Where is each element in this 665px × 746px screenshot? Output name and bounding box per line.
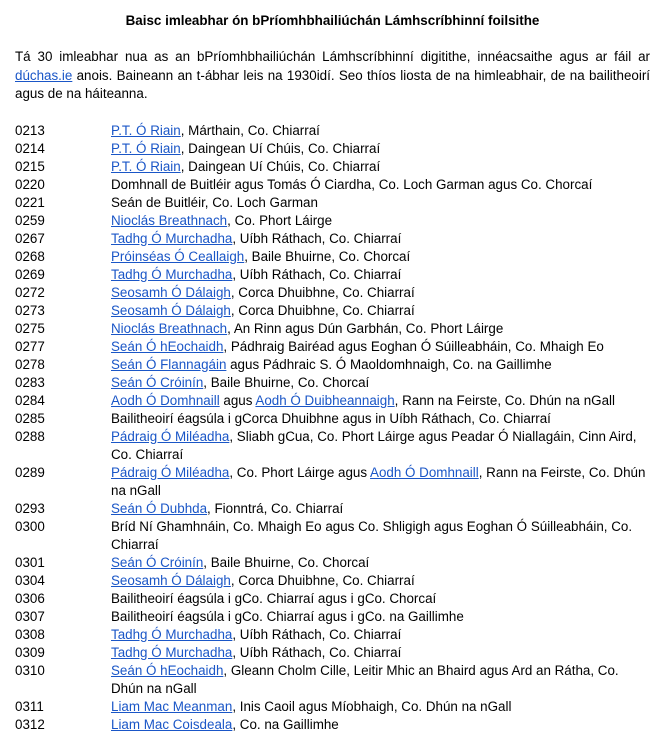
collector-link[interactable]: Seán Ó hEochaidh <box>111 338 224 354</box>
volume-row <box>15 212 650 230</box>
volume-text: , Uíbh Ráthach, Co. Chiarraí <box>232 230 402 246</box>
collector-link[interactable]: P.T. Ó Riain <box>111 140 181 156</box>
volume-text: , Co. na Gaillimhe <box>232 716 339 732</box>
volume-description <box>111 518 650 554</box>
volume-description <box>111 662 650 698</box>
collector-link[interactable]: Próinséas Ó Ceallaigh <box>111 248 245 264</box>
volume-number: 0213 <box>15 122 45 138</box>
volume-row <box>15 284 650 302</box>
volume-number: 0288 <box>15 428 45 444</box>
volume-row <box>15 464 650 500</box>
volume-text: Domhnall de Buitléir agus Tomás Ó Ciardha, Co. Loch Garman agus Co. Chorcaí <box>111 176 593 192</box>
volume-row <box>15 248 650 266</box>
volume-row <box>15 608 650 626</box>
volume-row <box>15 140 650 158</box>
volume-text: , An Rinn agus Dún Garbhán, Co. Phort Láirge <box>227 320 504 336</box>
volume-text: , Daingean Uí Chúis, Co. Chiarraí <box>180 140 381 156</box>
volume-text: , Baile Bhuirne, Co. Chorcaí <box>203 374 370 390</box>
volume-text: , Corca Dhuibhne, Co. Chiarraí <box>230 572 415 588</box>
volume-row <box>15 410 650 428</box>
volume-description <box>111 572 650 590</box>
volume-description <box>111 716 650 734</box>
volume-row <box>15 320 650 338</box>
volume-number: 0278 <box>15 356 45 372</box>
volume-number: 0304 <box>15 572 45 588</box>
volume-text: Bríd Ní Ghamhnáin, Co. Mhaigh Eo agus Co. Shligigh agus Eoghan Ó Súilleabháin, Co. Chiarraí <box>111 518 633 552</box>
volume-number: 0277 <box>15 338 45 354</box>
volume-description <box>111 338 650 356</box>
collector-link[interactable]: Seán Ó Dubhda <box>111 500 208 516</box>
volume-description <box>111 410 650 428</box>
volume-number: 0267 <box>15 230 45 246</box>
volume-row <box>15 338 650 356</box>
volume-description <box>111 212 650 230</box>
collector-link[interactable]: Nioclás Breathnach <box>111 212 228 228</box>
volume-description <box>111 230 650 248</box>
volume-number: 0283 <box>15 374 45 390</box>
collector-link[interactable]: P.T. Ó Riain <box>111 158 181 174</box>
collector-link[interactable]: Aodh Ó Domhnaill <box>111 392 220 408</box>
volume-description <box>111 194 650 212</box>
volume-row <box>15 428 650 464</box>
volume-text: , Baile Bhuirne, Co. Chorcaí <box>244 248 411 264</box>
volume-row <box>15 230 650 248</box>
volume-number: 0269 <box>15 266 45 282</box>
collector-link[interactable]: Liam Mac Coisdeala <box>111 716 233 732</box>
volume-text: , Co. Phort Láirge <box>227 212 333 228</box>
volume-text: agus Pádhraic S. Ó Maoldomhnaigh, Co. na Gaillimhe <box>226 356 552 372</box>
volume-number: 0272 <box>15 284 45 300</box>
volume-description <box>111 374 650 392</box>
volume-text: , Márthain, Co. Chiarraí <box>180 122 320 138</box>
volume-row <box>15 392 650 410</box>
volume-description <box>111 500 650 518</box>
volume-description <box>111 626 650 644</box>
volume-description <box>111 248 650 266</box>
volume-row <box>15 644 650 662</box>
collector-link[interactable]: Nioclás Breathnach <box>111 320 228 336</box>
volume-text: , Gleann Cholm Cille, Leitir Mhic an Bhaird agus Ard an Rátha, Co. Dhún na nGall <box>111 662 619 696</box>
volume-text: Bailitheoirí éagsúla i gCorca Dhuibhne agus in Uíbh Ráthach, Co. Chiarraí <box>111 410 551 426</box>
collector-link[interactable]: Seosamh Ó Dálaigh <box>111 284 231 300</box>
collector-link[interactable]: P.T. Ó Riain <box>111 122 181 138</box>
volume-description <box>111 608 650 626</box>
volume-text: , Rann na Feirste, Co. Dhún na nGall <box>111 464 646 498</box>
volume-description <box>111 176 650 194</box>
volume-number: 0215 <box>15 158 45 174</box>
collector-link[interactable]: Seán Ó hEochaidh <box>111 662 224 678</box>
volume-description <box>111 284 650 302</box>
intro-text-before: Tá 30 imleabhar nua as an bPríomhbhailiúchán Lámhscríbhinní digitithe, innéacsaithe agus ar fáil ar <box>15 49 650 64</box>
intro-text-after: anois. Baineann an t-ábhar leis na 1930idí. Seo thíos liosta de na himleabhair, de na bailitheoirí agus de na háiteanna. <box>15 67 650 101</box>
collector-link[interactable]: Tadhg Ó Murchadha <box>111 230 233 246</box>
volume-number: 0273 <box>15 302 45 318</box>
volume-number: 0310 <box>15 662 45 678</box>
volume-row <box>15 716 650 734</box>
volume-text: , Baile Bhuirne, Co. Chorcaí <box>203 554 370 570</box>
volume-row <box>15 554 650 572</box>
collector-link[interactable]: Seosamh Ó Dálaigh <box>111 302 231 318</box>
volume-number: 0309 <box>15 644 45 660</box>
collector-link[interactable]: Pádraig Ó Miléadha <box>111 428 230 444</box>
volume-text: , Co. Phort Láirge agus <box>229 464 371 480</box>
volume-row <box>15 266 650 284</box>
volume-row <box>15 698 650 716</box>
volume-text: , Daingean Uí Chúis, Co. Chiarraí <box>180 158 381 174</box>
volume-text: , Rann na Feirste, Co. Dhún na nGall <box>394 392 615 408</box>
volume-text: , Fionntrá, Co. Chiarraí <box>207 500 344 516</box>
volume-number: 0312 <box>15 716 45 732</box>
volume-text: , Uíbh Ráthach, Co. Chiarraí <box>232 266 402 282</box>
volume-text: , Corca Dhuibhne, Co. Chiarraí <box>230 302 415 318</box>
volume-text: , Uíbh Ráthach, Co. Chiarraí <box>232 626 402 642</box>
volume-row <box>15 374 650 392</box>
collector-link[interactable]: Pádraig Ó Miléadha <box>111 464 230 480</box>
volume-row <box>15 302 650 320</box>
volume-description <box>111 554 650 572</box>
volume-description <box>111 392 650 410</box>
volume-row <box>15 158 650 176</box>
collector-link[interactable]: Seán Ó Cróinín <box>111 374 204 390</box>
volume-number: 0300 <box>15 518 45 534</box>
volume-row <box>15 176 650 194</box>
volume-text: , Corca Dhuibhne, Co. Chiarraí <box>230 284 415 300</box>
volume-number: 0301 <box>15 554 45 570</box>
volume-number: 0220 <box>15 176 45 192</box>
volume-number: 0275 <box>15 320 45 336</box>
volume-row <box>15 500 650 518</box>
volume-text: Bailitheoirí éagsúla i gCo. Chiarraí agus i gCo. Chorcaí <box>111 590 437 606</box>
volume-description <box>111 302 650 320</box>
volume-number: 0268 <box>15 248 45 264</box>
volume-description <box>111 644 650 662</box>
volume-number: 0311 <box>15 698 44 714</box>
volume-text: , Sliabh gCua, Co. Phort Láirge agus Peadar Ó Niallagáin, Cinn Aird, Co. Chiarraí <box>111 428 637 462</box>
volume-description <box>111 158 650 176</box>
volume-number: 0293 <box>15 500 45 516</box>
duchas-link[interactable]: dúchas.ie <box>15 67 73 83</box>
volume-row <box>15 590 650 608</box>
volume-text: agus <box>219 392 256 408</box>
volume-number: 0285 <box>15 410 45 426</box>
collector-link[interactable]: Seán Ó Cróinín <box>111 554 204 570</box>
collector-link[interactable]: Tadhg Ó Murchadha <box>111 266 233 282</box>
volume-list <box>15 122 650 734</box>
volume-row <box>15 356 650 374</box>
volume-number: 0259 <box>15 212 45 228</box>
collector-link[interactable]: Aodh Ó Domhnaill <box>370 464 479 480</box>
volume-row <box>15 122 650 140</box>
collector-link[interactable]: Liam Mac Meanman <box>111 698 233 714</box>
volume-number: 0307 <box>15 608 45 624</box>
collector-link[interactable]: Tadhg Ó Murchadha <box>111 644 233 660</box>
volume-row <box>15 194 650 212</box>
volume-row <box>15 662 650 698</box>
volume-number: 0284 <box>15 392 45 408</box>
volume-number: 0214 <box>15 140 45 156</box>
volume-description <box>111 266 650 284</box>
volume-number: 0221 <box>15 194 45 210</box>
volume-text: , Inis Caoil agus Míobhaigh, Co. Dhún na nGall <box>232 698 512 714</box>
volume-description <box>111 122 650 140</box>
page-title: Baisc imleabhar ón bPríomhbhailiúchán Lámhscríbhinní foilsithe <box>125 13 540 28</box>
volume-description <box>111 356 650 374</box>
volume-description <box>111 320 650 338</box>
collector-link[interactable]: Seosamh Ó Dálaigh <box>111 572 231 588</box>
volume-text: , Uíbh Ráthach, Co. Chiarraí <box>232 644 402 660</box>
collector-link[interactable]: Tadhg Ó Murchadha <box>111 626 233 642</box>
volume-text: Seán de Buitléir, Co. Loch Garman <box>111 194 318 210</box>
volume-description <box>111 698 650 716</box>
volume-description <box>111 428 650 464</box>
collector-link[interactable]: Aodh Ó Duibheannaigh <box>255 392 395 408</box>
volume-description <box>111 140 650 158</box>
volume-text: , Pádhraig Bairéad agus Eoghan Ó Súilleabháin, Co. Mhaigh Eo <box>223 338 604 354</box>
volume-description <box>111 464 650 500</box>
volume-number: 0289 <box>15 464 45 480</box>
intro-paragraph <box>15 48 650 104</box>
volume-description <box>111 590 650 608</box>
volume-row <box>15 572 650 590</box>
volume-row <box>15 626 650 644</box>
volume-number: 0308 <box>15 626 45 642</box>
volume-text: Bailitheoirí éagsúla i gCo. Chiarraí agus i gCo. na Gaillimhe <box>111 608 464 624</box>
collector-link[interactable]: Seán Ó Flannagáin <box>111 356 227 372</box>
volume-row <box>15 518 650 554</box>
volume-number: 0306 <box>15 590 45 606</box>
